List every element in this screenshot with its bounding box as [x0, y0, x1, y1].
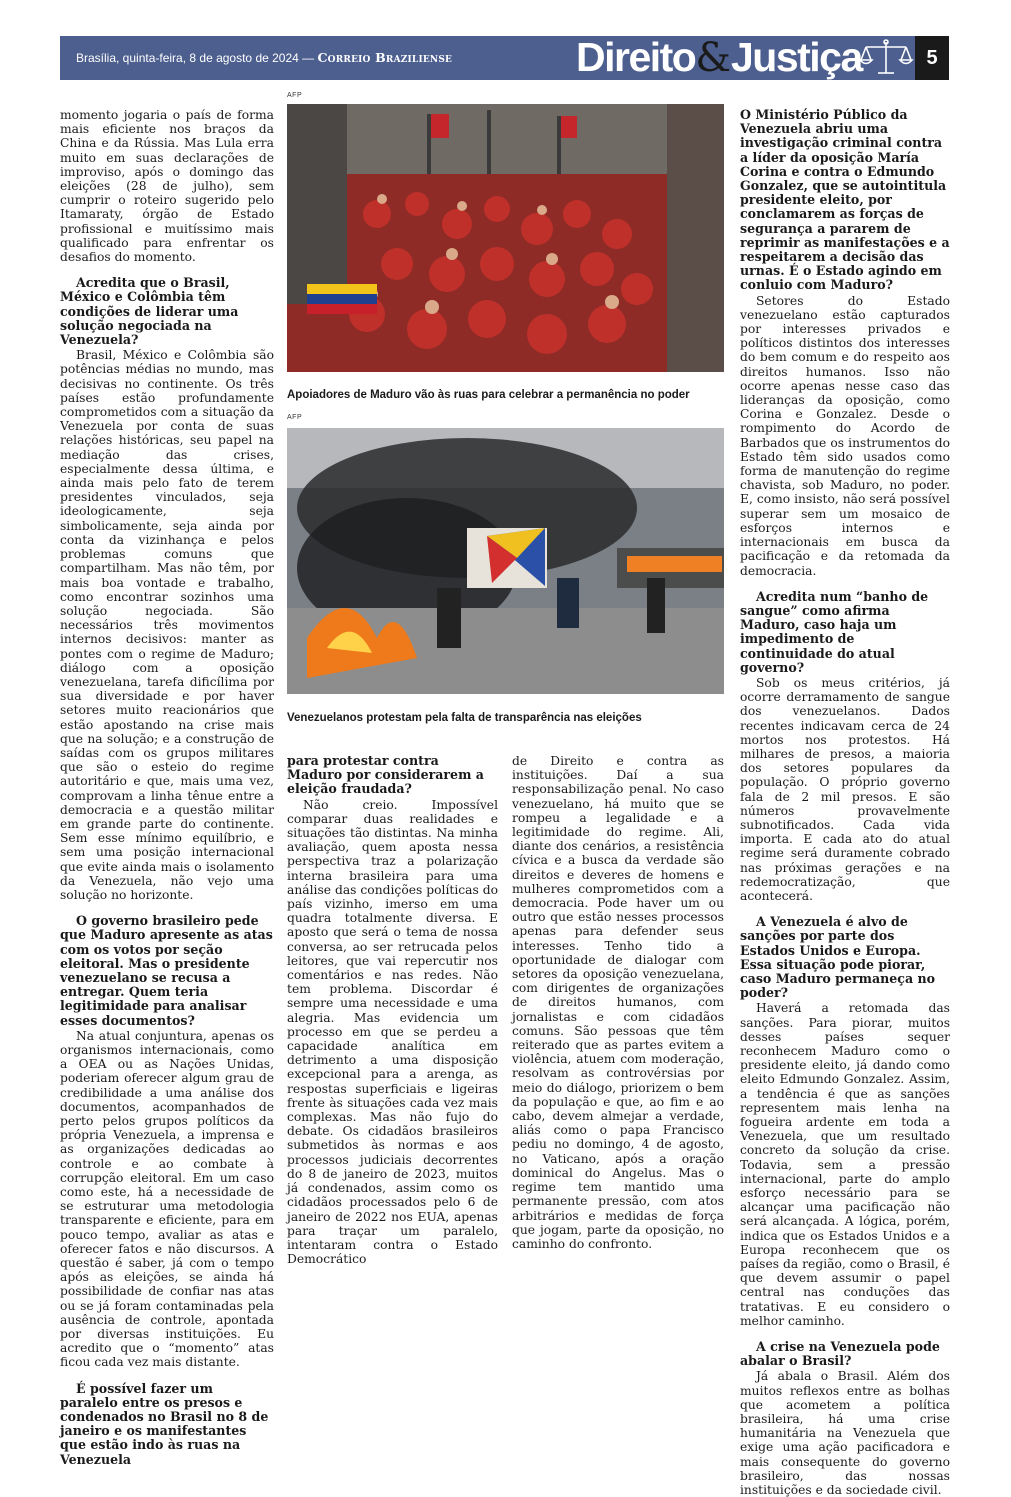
scales-of-justice-icon: [858, 38, 914, 78]
photo-caption: Apoiadores de Maduro vão às ruas para celebrar a permanência no poder: [287, 389, 690, 401]
answer-paragraph: Sob os meus critérios, já ocorre derramamento de sangue dos venezuelanos. Dados recentes indicavam cerca de 24 mortos nos protestos. Há milhares de presos, a maioria dos setores populares da população. O próprio governo fala de 2 mil presos. E são números provavelmente subnotificados. Cada vida importa. E cada ato do atual regime será duramente cobrado nas próximas gerações e na redemocratização, que acontecerá.: [740, 675, 950, 903]
answer-paragraph: de Direito e contra as instituições. Daí a sua responsabilização penal. No caso venezuelano, há muito que se rompeu a legalidade e a legitimidade do regime. Ali, diante dos cenários, a resistência cívica e a busca da verdade são direitos e deveres de homens e mulheres comprometidos com a democracia. Pode haver um ou outro que estão nesses processos apenas para defender seus interesses. Tenho tido a oportunidade de dialogar com setores da oposição venezuelana, com dirigentes de organizações de direitos humanos, com jornalistas e com cidadãos comuns. São pessoas que têm reiterado que as partes evitem a violência, atuem com moderação, resolvam as controvérsias por meio do diálogo, priorizem o bem da população e que, ao fim e ao cabo, devem almejar a verdade, aliás como o papa Francisco pediu no domingo, 4 de agosto, no Vaticano, após a oração dominical do Angelus. Mas o regime tem mantido uma permanente pressão, com atos arbitrários e medidas de força que jogam, parte da oposição, no caminho do confronto.: [512, 754, 724, 1251]
section-title: [576, 32, 862, 82]
column-4: [740, 108, 950, 1497]
dateline-separator: —: [302, 51, 315, 65]
question-heading: Acredita num “banho de sangue” como afirma Maduro, caso haja um impedimento de continuidade do atual governo?: [740, 588, 929, 675]
question-heading: Acredita que o Brasil, México e Colômbia têm condições de liderar uma solução negociada na Venezuela?: [60, 275, 239, 348]
column-3: [512, 754, 724, 1251]
newspaper-name: Correio Braziliense: [317, 50, 453, 65]
question-heading: O governo brasileiro pede que Maduro apresente as atas com os votos por seção eleitoral. Mas o presidente venezuelano se recusa a entregar. Quem teria legitimidade para analisar esses documentos?: [60, 913, 273, 1028]
photo-credit: AFP: [287, 92, 303, 99]
answer-paragraph: Não creio. Impossível comparar duas realidades e situações tão distintas. Na minha avaliação, quem aposta nessa perspectiva traz a polarização interna brasileira para uma análise das condições políticas do país vizinho, imerso em uma quadra totalmente diversa. E aposto que será o tema de nossa conversa, ao ser retrucada pelos leitores, que vai repercutir nos comentários e nas redes. Não tem problema. Discordar é sempre uma necessidade e uma alegria. Mas evidencia um processo em que se perdeu a capacidade analítica em detrimento a uma disposição excepcional para a arenga, as respostas superficiais e ligeiras frente às situações cada vez mais complexas. Mas não fujo do debate. Os cidadãos brasileiros submetidos às normas e aos processos judiciais decorrentes do 8 de janeiro de 2023, muitos já condenados, assim como os cidadãos processados pelo 6 de janeiro de 2022 nos EUA, apenas para traçar um paralelo, intentaram contra o Estado Democrático: [287, 797, 498, 1267]
question-heading: O Ministério Público da Venezuela abriu uma investigação criminal contra a líder da oposição María Corina e contra o Edmundo Gonzalez, que se autointitula presidente eleito, por conclamarem as forças de segurança a pararem de reprimir as manifestações e a respeitarem a decisão das urnas. É o Estado agindo em conluio com Maduro?: [740, 107, 950, 293]
maduro-supporters-photo: [287, 104, 724, 372]
answer-paragraph: Haverá a retomada das sanções. Para piorar, muitos desses países sequer reconhecem Maduro como o presidente eleito, já dando como eleito Edmundo Gonzalez. Assim, a tendência é que as sanções representem mais lenha na fogueira ardente em toda a Venezuela, que um resultado concreto da solução da crise. Todavia, sem a pressão internacional, parte do amplo esforço necessário para se alcançar uma pacificação não será alcançada. A lógica, porém, indica que os Estados Unidos e a Europa reconhecem que os países da região, como o Brasil, é que devem assumir o papel central nas conduções das tratativas. E eu considero o melhor caminho.: [740, 1001, 950, 1328]
question-heading: A crise na Venezuela pode abalar o Brasil?: [740, 1339, 940, 1369]
section-title-direito: Direito: [576, 34, 696, 80]
question-heading: É possível fazer um paralelo entre os presos e condenados no Brasil no 8 de janeiro e os manifestantes que estão indo às ruas na Venezuela: [60, 1380, 269, 1467]
question-heading: A Venezuela é alvo de sanções por parte dos Estados Unidos e Europa. Essa situação pode piorar, caso Maduro permaneça no poder?: [740, 914, 936, 1001]
photo-credit: AFP: [287, 414, 303, 421]
answer-paragraph: Setores do Estado venezuelano estão capturados por interesses privados e políticos distintos dos interesses do bem comum e do respeito aos direitos humanos. Isso não ocorre apenas nesse caso das lideranças da oposição, como Corina e Gonzalez. Desde o rompimento do Acordo de Barbados que os instrumentos do Estado têm sido usados como forma de manutenção do regime chavista, sob Maduro, no poder. E, como insisto, não será possível superar sem um mosaico de esforços internos e internacionais em busca da pacificação e da retomada da democracia.: [740, 293, 950, 578]
section-title-ampersand: &: [695, 35, 731, 81]
dateline: [76, 50, 452, 68]
protest-fire-photo: [287, 428, 724, 694]
answer-paragraph: Já abala o Brasil. Além dos muitos reflexos entre as bolhas que acometem a política brasileira, há uma crise humanitária na Venezuela que exige uma ação pacificadora e mais consequente do governo brasileiro, das nossas instituições e da sociedade civil.: [740, 1369, 950, 1497]
photo-caption: Venezuelanos protestam pela falta de transparência nas eleições: [287, 712, 642, 724]
section-title-justica: Justiça: [730, 34, 862, 80]
answer-paragraph: Brasil, México e Colômbia são potências médias no mundo, mas decisivas no continente. Os três países estão profundamente comprometidos com a situação da Venezuela por conta de suas relações históricas, seu papel na mediação das crises, especialmente dessa última, e ainda mais pelo fato de terem presidentes vinculados, seja ideologicamente, seja simbolicamente, seja ainda por conta da vizinhança e pelos problemas comuns que compartilham. Mas não têm, por mais boa vontade e trabalho, como encontrar sozinhos uma solução negociada. São necessários três movimentos internos decisivos: manter as pontes com o regime de Maduro; diálogo com a oposição venezuelana, tarefa dificílima por sua diversidade e por haver setores muito reacionários que estão apostando na crise mais que na solução; e a construção de saídas com os grupos militares que são o esteio do regime autoritário e que, mais uma vez, comprovam a linha tênue entre a democracia e a questão militar em grande parte do continente. Sem esse mínimo equilíbrio, e sem uma posição internacional que evite ainda mais o isolamento da Venezuela, não vejo uma solução no horizonte.: [60, 348, 274, 902]
column-1: [60, 108, 274, 1468]
column-2: [287, 754, 498, 1266]
column-1-lead-paragraph: momento jogaria o país de forma mais eficiente nos braços da China e da Rússia. Mas Lula erra muito em suas declarações de improviso, após o domingo das eleições (28 de julho), sem cumprir o roteiro sugerido pelo Itamaraty, órgão de Estado profissional e muitíssimo mais qualificado para enfrentar os desafios do momento.: [60, 108, 274, 265]
answer-paragraph: Na atual conjuntura, apenas os organismos internacionais, como a OEA ou as Nações Unidas, poderiam oferecer algum grau de credibilidade a uma análise dos documentos, acompanhados de perto pelos grupos políticos da própria Venezuela, a imprensa e as organizações dedicadas ao controle e ao combate à corrupção eleitoral. Em um caso como este, há a necessidade de se estruturar uma metodologia transparente e eficiente, para em pouco tempo, avaliar as atas e oferecer fatos e não discursos. A questão é saber, já com o tempo após as eleições, se ainda há possibilidade de confiar nas atas ou se já foram contaminadas pela ausência de controle, apontada por diversas instituições. Eu acredito que o “momento” atas ficou cada vez mais distante.: [60, 1028, 274, 1370]
page-number: 5: [915, 36, 949, 80]
question-heading: para protestar contra Maduro por considerarem a eleição fraudada?: [287, 753, 484, 797]
dateline-text: Brasília, quinta-feira, 8 de agosto de 2024: [76, 51, 299, 65]
